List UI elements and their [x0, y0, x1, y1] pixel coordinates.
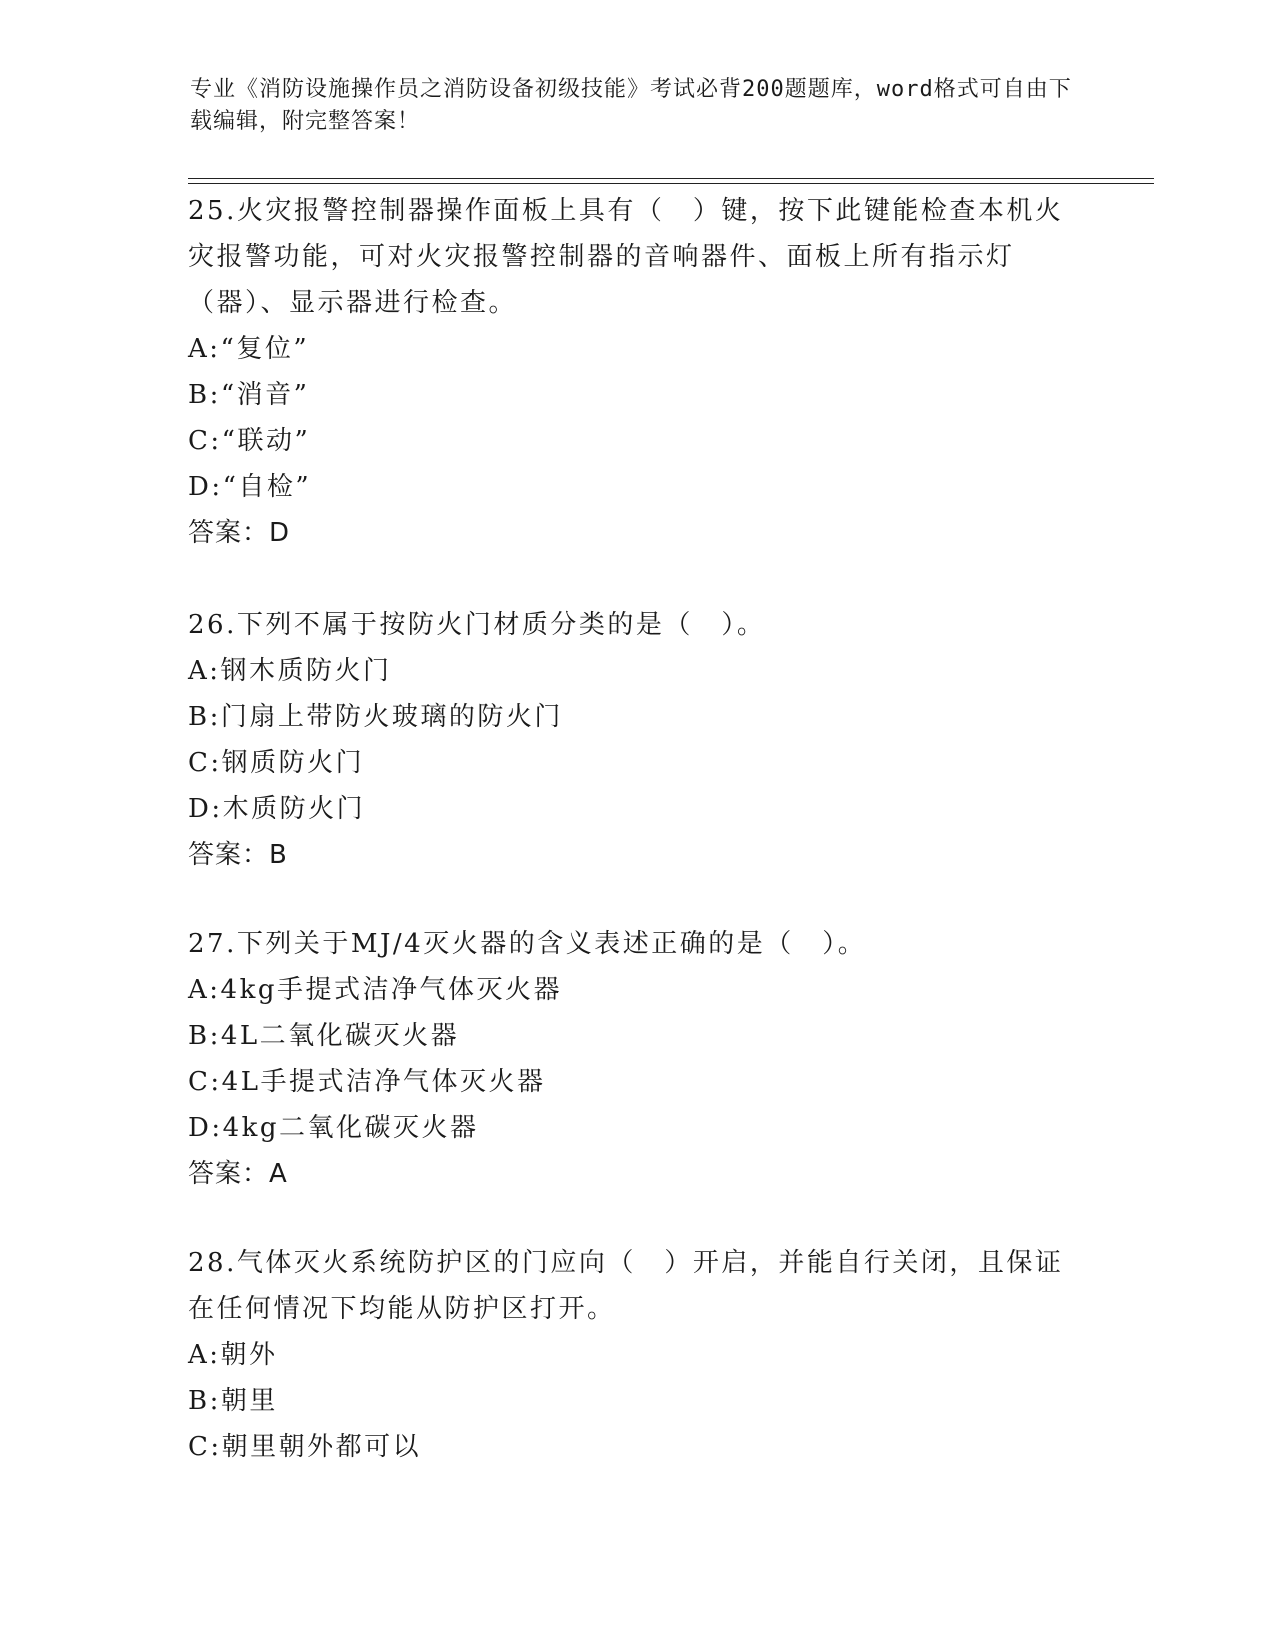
question-25 [188, 188, 1088, 556]
option-d: D:“自检” [188, 472, 312, 502]
option-b: B:“消音” [188, 380, 310, 410]
document-header: 专业《消防设施操作员之消防设备初级技能》考试必背200题题库，word格式可自由下载编辑，附完整答案！ [190, 77, 1072, 134]
answer-line: 答案：B [188, 840, 288, 870]
option-b: B:4L二氧化碳灭火器 [188, 1021, 460, 1051]
option-d: D:4kg二氧化碳灭火器 [188, 1113, 479, 1143]
header-divider-top [188, 178, 1154, 179]
header-divider-bottom [188, 183, 1154, 184]
question-26 [188, 602, 1088, 878]
question-28 [188, 1240, 1088, 1470]
option-a: A:朝外 [188, 1340, 278, 1370]
option-a: A:4kg手提式洁净气体灭火器 [188, 975, 562, 1005]
option-c: C:“联动” [188, 426, 311, 456]
option-c: C:钢质防火门 [188, 748, 365, 778]
question-stem: 27.下列关于MJ/4灭火器的含义表述正确的是（ ）。 [188, 929, 867, 959]
option-a: A:钢木质防火门 [188, 656, 392, 686]
answer-line: 答案：A [188, 1159, 288, 1189]
question-stem: 25.火灾报警控制器操作面板上具有（ ）键，按下此键能检查本机火灾报警功能，可对火灾报警控制器的音响器件、面板上所有指示灯（器）、显示器进行检查。 [188, 196, 1064, 318]
option-d: D:木质防火门 [188, 794, 366, 824]
answer-line: 答案：D [188, 518, 291, 548]
option-a: A:“复位” [188, 334, 310, 364]
question-stem: 26.下列不属于按防火门材质分类的是（ ）。 [188, 610, 766, 640]
question-27 [188, 921, 1088, 1197]
question-stem: 28.气体灭火系统防护区的门应向（ ）开启，并能自行关闭，且保证在任何情况下均能从防护区打开。 [188, 1248, 1064, 1324]
option-b: B:门扇上带防火玻璃的防火门 [188, 702, 563, 732]
option-b: B:朝里 [188, 1386, 278, 1416]
option-c: C:朝里朝外都可以 [188, 1432, 422, 1462]
option-c: C:4L手提式洁净气体灭火器 [188, 1067, 546, 1097]
